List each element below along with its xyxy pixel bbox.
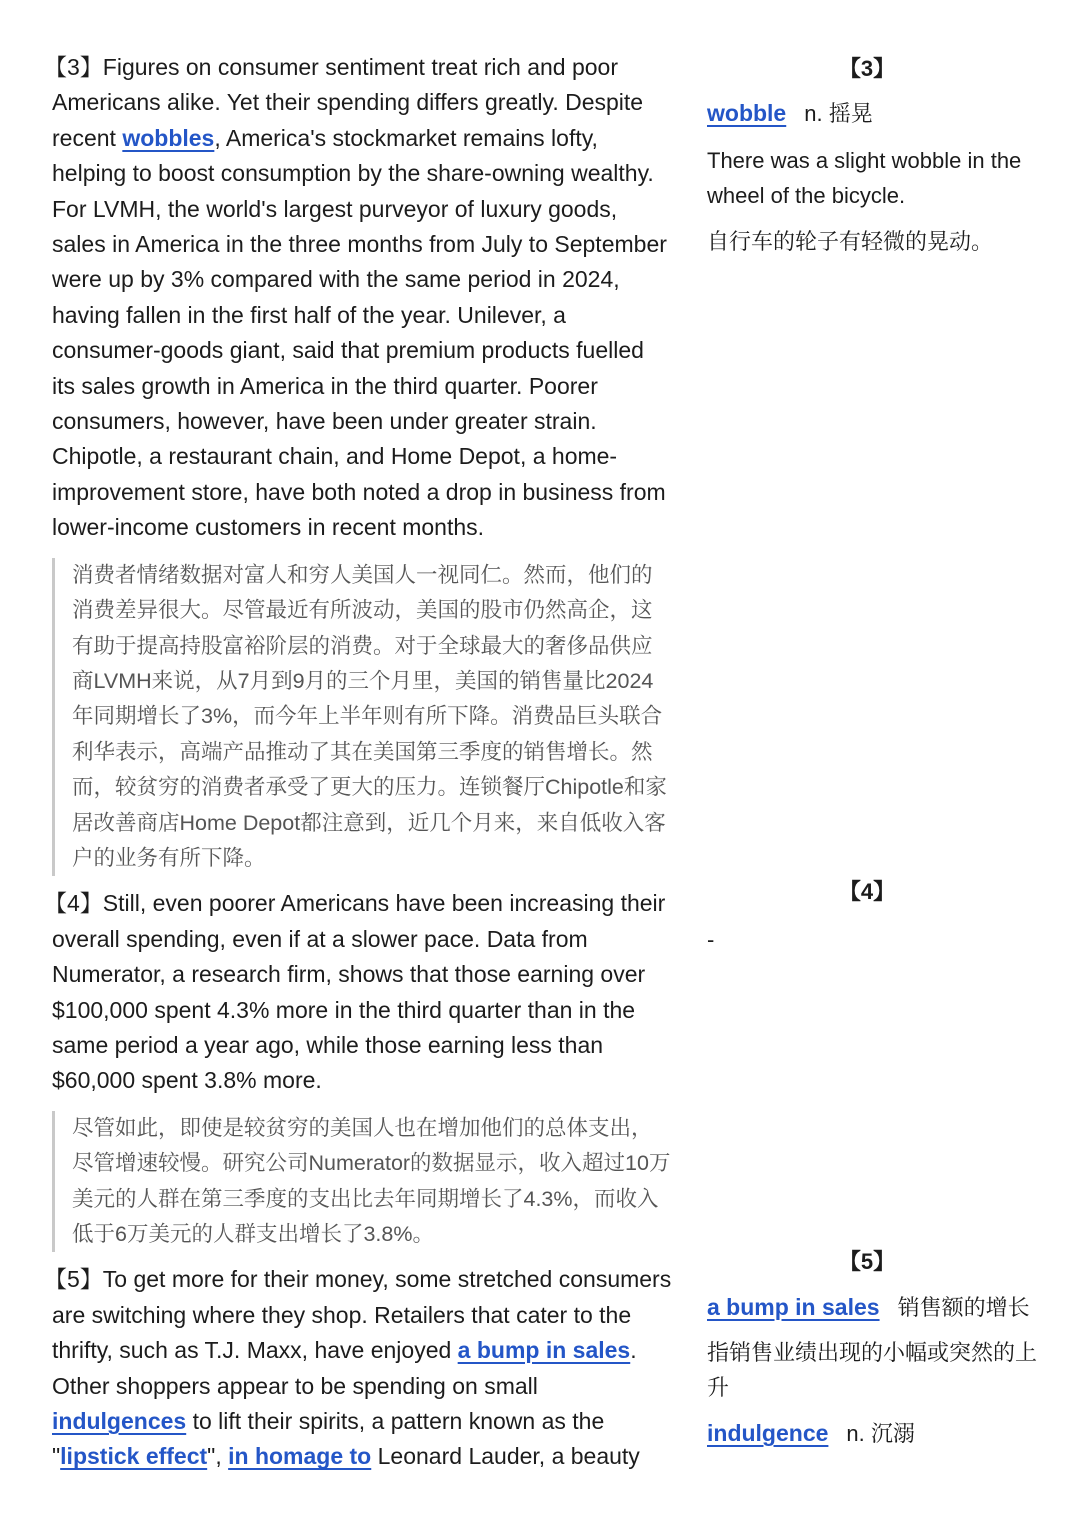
vocab-term-indulgence[interactable]: indulgence <box>707 1419 829 1446</box>
sidebar-section-4 <box>707 922 1037 957</box>
paragraph-4 <box>44 886 672 1098</box>
text-run: To get more for their money, some stretched consumers are switching where they shop. Retailers that cater to the thrifty, such as T.J. Maxx, have enjoyed <box>52 1266 672 1364</box>
vocab-entry <box>707 1290 1037 1325</box>
paragraph-marker: 【3】 <box>44 54 103 80</box>
vocab-link-lipstick-effect[interactable]: lipstick effect <box>60 1443 208 1470</box>
vocab-link-indulgences[interactable]: indulgences <box>52 1408 187 1435</box>
translation-4: 尽管如此，即使是较贫穷的美国人也在增加他们的总体支出，尽管增速较慢。研究公司Numerator的数据显示，收入超过10万美元的人群在第三季度的支出比去年同期增长了4.3%，而收入低于6万美元的人群支出增长了3.8%。 <box>52 1111 672 1253</box>
vocab-entry <box>707 96 1037 131</box>
vocab-link-in-homage-to[interactable]: in homage to <box>228 1443 372 1470</box>
text-run: Figures on consumer sentiment treat rich and poor Americans alike. Yet their spending differs greatly. Despite recent <box>52 54 644 151</box>
vocab-definition: n. 沉溺 <box>846 1420 915 1446</box>
vocab-term-wobble[interactable]: wobble <box>707 100 787 126</box>
empty-placeholder: - <box>707 927 715 952</box>
text-run: Leonard Lauder, a beauty <box>371 1443 640 1470</box>
text-run: to lift their spirits, a pattern known as the " <box>52 1408 605 1470</box>
paragraph-marker: 【5】 <box>44 1266 103 1293</box>
sidebar-heading-5: 【5】 <box>838 1249 896 1274</box>
paragraph-3 <box>44 50 672 546</box>
example-chinese: 自行车的轮子有轻微的晃动。 <box>707 228 994 254</box>
vocab-term-a-bump-in-sales[interactable]: a bump in sales <box>707 1294 880 1320</box>
example-english: There was a slight wobble in the wheel of the bicycle. <box>707 148 1022 209</box>
vocab-link-a-bump-in-sales[interactable]: a bump in sales <box>457 1337 631 1364</box>
vocab-entry <box>707 1416 1037 1451</box>
translation-3: 消费者情绪数据对富人和穷人美国人一视同仁。然而，他们的消费差异很大。尽管最近有所波动，美国的股市仍然高企，这有助于提高持股富裕阶层的消费。对于全球最大的奢侈品供应商LVMH来说，从7月到9月的三个月里，美国的销售量比2024年同期增长了3%，而今年上半年则有所下降。消费品巨头联合利华表示，高端产品推动了其在美国第三季度的销售增长。然而，较贫穷的消费者承受了更大的压力。连锁餐厅Chipotle和家居改善商店Home Depot都注意到，近几个月来，来自低收入客户的业务有所下降。 <box>52 558 672 877</box>
text-run: . Other shoppers appear to be spending on small <box>52 1337 637 1399</box>
paragraph-5 <box>44 1262 672 1474</box>
sidebar-heading-4: 【4】 <box>838 879 896 904</box>
vocab-definition: 销售额的增长 <box>897 1295 1030 1320</box>
sidebar-section-3 <box>707 96 1037 259</box>
text-run: , America's stockmarket remains lofty, helping to boost consumption by the share-owning wealthy. For LVMH, the world's largest purveyor of luxury goods, sales in America in the three months from July to September were up by 3% compared with the same period in 2024, having fallen in the first half of the year. Unilever, a consumer-goods giant, said that premium products fuelled its sales growth in America in the third quarter. Poorer consumers, however, have been under greater strain. Chipotle, a restaurant chain, and Home Depot, a home-improvement store, have both noted a drop in business from lower-income customers in recent months. <box>52 124 667 541</box>
vocab-link-wobbles[interactable]: wobbles <box>122 124 215 151</box>
paragraph-marker: 【4】 <box>44 890 103 917</box>
text-run: Still, even poorer Americans have been increasing their overall spending, even if at a slower pace. Data from Numerator, a research firm, shows that those earning over $100,000 spent 4.3% more in the third quarter than in the same period a year ago, while those earning less than $60,000 spent 3.8% more. <box>52 890 666 1094</box>
article-column <box>44 50 672 1475</box>
sidebar-section-5 <box>707 1290 1037 1451</box>
vocab-definition: n. 摇晃 <box>804 101 873 126</box>
sidebar-heading-3: 【3】 <box>838 56 896 81</box>
text-run: ", <box>207 1443 229 1470</box>
vocab-note: 指销售业绩出现的小幅或突然的上升 <box>707 1340 1038 1401</box>
